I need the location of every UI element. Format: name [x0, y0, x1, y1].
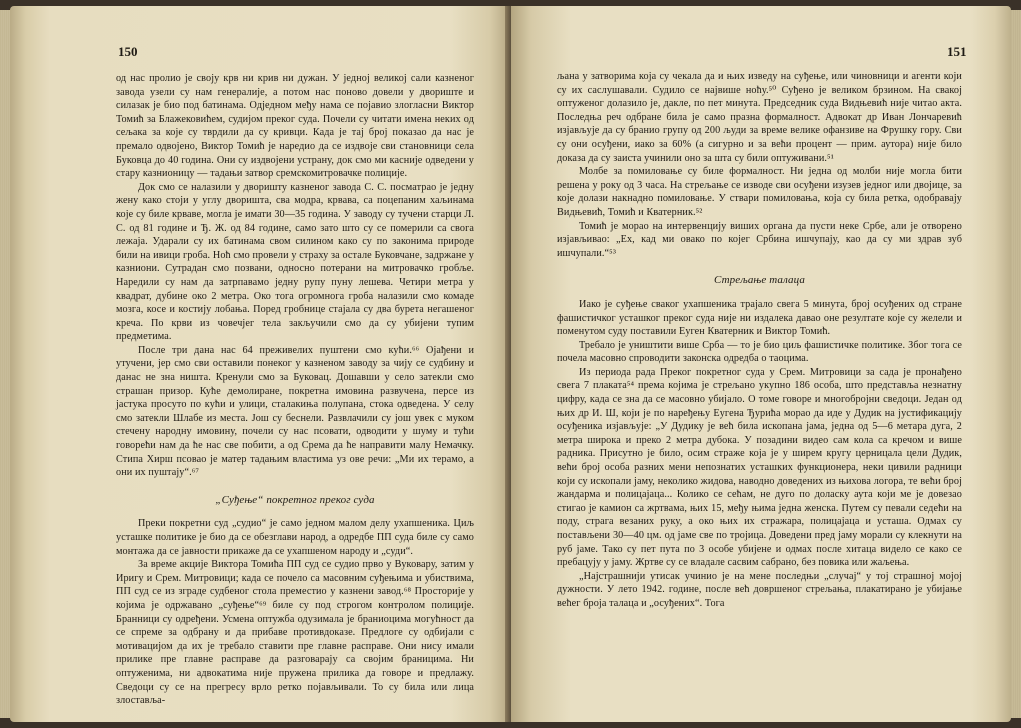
paragraph: Преки покретни суд „судио“ је само једном малом делу ухапшеника. Циљ усташке политике је био да се обезглави народ, а одредбе ПП суда биле су само монтажа да се јавности прикаже да се ухапшеном народу и „суди“. — [116, 518, 474, 557]
page-text — [557, 70, 962, 611]
paragraph: Из периода рада Преког покретног суда у Срем. Митровици за сада је пронађено свега 7 плаката⁵⁴ према којима је стрељано укупно 186 особа, што представља незнатну цифру, када се зна да се масовно убијало. О томе говоре и многобројни сведоци. Један од њих др И. Ш, који је по наређењу Еугена Ђурића морао да иде у Дудик на јустификацију осуђеника изјављује: „У Дудику је већ била ископана јама, једна од 5—6 метара дуга, 2 метра широка и преко 2 метра дубока. У позадини видео сам кола са кречом и више радника. Присутно је било, осим страже која је у ширем кругу церницала цели Дудик, већи број особа разних мени непознатих усташких функционера, неки цивили радници који су ископали јаму, неколико жидова, наводно доведених из њихова логора, те већи број жандарма и полицајаца... Колико се сећам, не дуго по доласку аута који ме је довезао стигао је камион са жртвама, њих 15, међу њима једна женска. Путем су певали седећи на поду, страга везаних руку, а око њих их стражара, полицајаца и усташа. Одмах су постављени 30—40 цм. од јаме све по тројица. Доведени пред јаму морали су клекнути на руб јаме. Тако су пет пута по 3 особе убијене и одмах после хитаца видело се како се пребацују у јаму. Жртве су се владале сасвим сабрано, без повика или жаљења. — [557, 366, 962, 569]
paragraph: После три дана нас 64 преживелих пуштени смо кући.⁶⁶ Ојађени и утучени, јер смо сви оставили понеког у казненом заводу за чију се судбину и данас не зна ништа. Кренули смо за Буковац. Дошавши у село затекли смо страшан призор. Куће демолиране, покретна имовина развучена, персе из јастука просуто по кући и улици, сталакиња полупана, стока одведена. У селу смо затекли Шлабе из места. Још су беснели. Развлачили су још увек с муком стечену народну имовину, почели су нас псовати, одводити у шуму и тући говорећи нам да ће нас све побити, а од Срема да ће направити малу Немачку. Стипа Хирш псовао је матер тадањим властима уз ове речи: „Ми их терамо, а они их пуштају“.⁶⁷ — [116, 344, 474, 479]
page-text — [116, 72, 474, 708]
paragraph: љана у затворима која су чекала да и њих изведу на суђење, или чиновници и агенти који су их саслушавали. Судило се највише ноћу.⁵⁰ Суђено је великом брзином. На свакој оптуженог долазило је, дакле, по пет минута. Председник суда Видњевић није читао акта. Последња реч одбране била је само празна формалност. Адвокат др Иван Лончаревић изјављује да су бранио групу од 200 људи за време велике офанзиве на Фрушку гору. Сви су они осуђени, иако за 60% (а сигурно и за већи процент — прим. аутора) није било доказа да су заиста учинили оно за шта су били оптуживани.⁵¹ — [557, 71, 962, 164]
page-number: 150 — [118, 44, 138, 59]
paragraph: Томић је морао на интервенцију виших органа да пусти неке Србе, али је отворено изјављивао: „Ех, кад ми овако по којег Србина ишчупају, као да су ми здрав зуб ишчупали.“⁵³ — [557, 220, 962, 259]
paragraph: Требало је уништити више Срба — то је био циљ фашистичке политике. Због тога се почела масовно спроводити законска одредба о таоцима. — [557, 339, 962, 365]
right-page — [511, 6, 1011, 722]
section-heading: „Суђење“ покретног преког суда — [215, 493, 375, 506]
paragraph: За време акције Виктора Томића ПП суд се судио прво у Вуковару, затим у Иригу и Срем. Митровици; када се почело са масовним суђењима и убиствима, ПП суд се из зграде судбеног стола преместио у казнени завод.⁶⁸ Просторије у којима је одржавано „суђење“⁶⁹ биле су под строгом контролом полиције. Бранници су одређени. Усмена оптужба одузимала је браниоцима могућност да се спреме за одбрану и да прибаве противдоказе. Предлоге су одбијали с мотивацијом да их је требало ставити пре главне расправе. Они нису имали прилике пре главне расправе да разговарају са својим браницима. Ни оптуженима, ни адвокатима није пружена прилика да говоре и предлажу. Сведоци су се на прегресу врло ретко појављивали. То су била или лица злоставља- — [116, 559, 474, 707]
paragraph: Иако је суђење сваког ухапшеника трајало свега 5 минута, број осуђених од стране фашистичког усташког преког суда није ни издалека давао оне резултате које су желели и поменутом суду поставили Еуген Кватерник и Виктор Томић. — [557, 298, 962, 338]
paragraph: од нас пролио је своју крв ни крив ни дужан. У једној великој сали казненог завода узели су нам генералије, а потом нас поново довели у двориште и силазак је био под батинама. Одједном међу нама се појавио злогласни Виктор Томић за Блажековићем, судијом преког суда. Почели су читати имена неких од сељака за које су тврдили да су кривци. Када је тај број показао да нас је премало одвојено, Виктор Томић је наредио да се издвоје сви становници села Буковца до 40 година. Они су издвојени устрану, док смо ми касније одведени у стару казнионицу — тадањи затвор сремскомитровачке полиције. — [116, 73, 474, 180]
paragraph: Док смо се налазили у дворишту казненог завода С. С. посматрао је једну жену како стоји у углу дворишта, сва модра, крвава, са поцепаним хаљинама које су биле крваве, могла је имати 30—35 година. У заводу су тучени старци Л. С. од 81 године и Ђ. Ж. од 84 године, само зато што су се померили са свога лежаја. Ударали су их батинама свом силином како су по законима природе били на ивици гроба. Ноћ смо провели у страху за остале Буковчане, задржане у казниони. Сутрадан смо позвани, односно потерани на митровачко гробље. Наредили су нам да затрпавамо једну рупу пуну лешева. Четири метра у квадрат, дубине око 2 метра. Око тога огромнога гроба налазили смо комаде мозга, косе и костију лобања. Поред гробнице стајала су два бурета негашеног креча. По крви из човечјег тела закључили смо да су убијени тупим предметима. — [116, 181, 474, 343]
section-heading: Стрељање талаца — [714, 274, 805, 287]
left-page — [10, 6, 510, 722]
page-number: 151 — [947, 44, 967, 59]
paragraph: Молбе за помиловање су биле формалност. Ни једна од молби није могла бити решена у року од 3 часа. На стрељање се изводе сви осуђени изузев једног или двојице, за које долази накнадно помиловање. У ствари помиловања, која су била ретка, одобравају Видњевић, Томић и Кватерник.⁵² — [557, 166, 962, 218]
paragraph: „Најстрашнији утисак учинио је на мене последњи „случај“ у тој страшној мојој дужности. У лето 1942. године, после већ довршеног стрељања, плакатирано је убијање већег броја талаца и „осуђених“. Тога — [557, 570, 962, 609]
